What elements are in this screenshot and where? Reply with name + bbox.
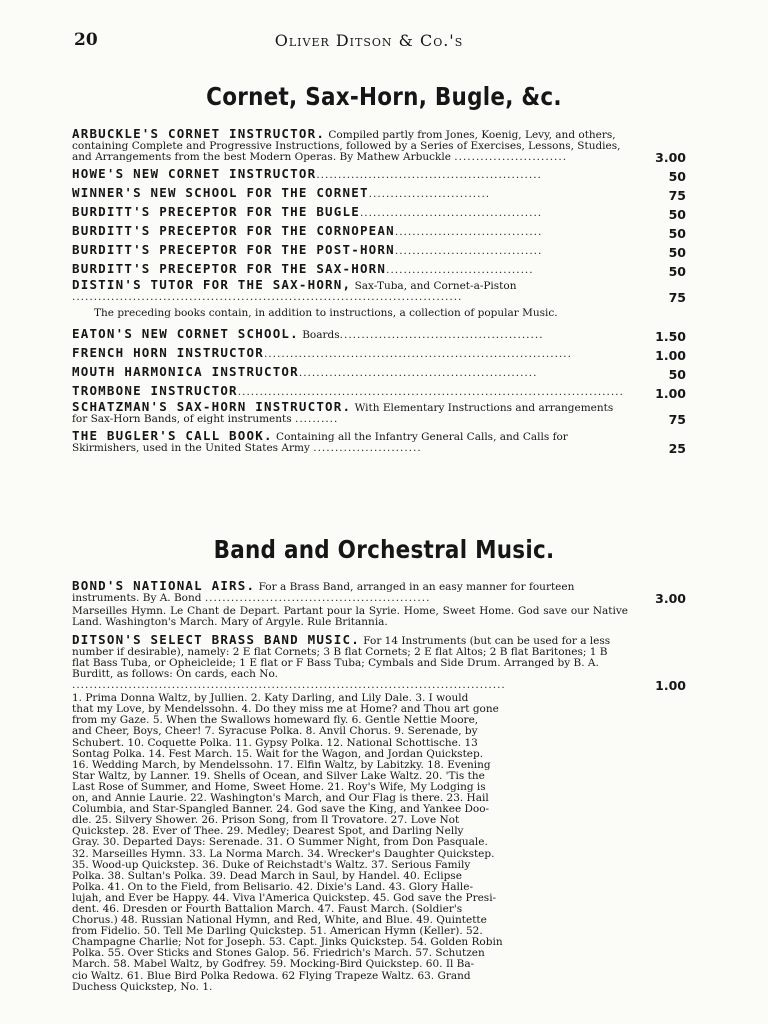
contents-line: 1. Prima Donna Waltz, by Jullien. 2. Katy Darling, and Lily Dale. 3. I would: [72, 692, 469, 705]
entry-title: DISTIN'S TUTOR FOR THE SAX-HORN,: [72, 277, 352, 292]
entry-price: 50: [668, 169, 686, 184]
dot-leader: ..................................: [386, 264, 534, 276]
entry-description: For a Brass Band, arranged in an easy manner for fourteen instruments. By A. Bond: [72, 581, 575, 604]
contents-line: Last Rose of Summer, and Home, Sweet Home. 21. Roy's Wife, My Lodging is: [72, 780, 486, 793]
entry-price: 75: [668, 412, 686, 427]
contents-line: from my Gaze. 5. When the Swallows homeward fly. 6. Gentle Nettie Moore,: [72, 714, 479, 727]
dot-leader: ...............................................: [339, 329, 544, 341]
entry-title: ARBUCKLE'S CORNET INSTRUCTOR.: [72, 126, 326, 141]
entry-title: BURDITT'S PRECEPTOR FOR THE BUGLE: [72, 204, 360, 219]
catalog-entry: [72, 401, 690, 427]
entry-title: THE BUGLER'S CALL BOOK.: [72, 428, 273, 443]
entry-title: BURDITT'S PRECEPTOR FOR THE SAX-HORN: [72, 261, 387, 276]
catalog-entry: [72, 279, 690, 305]
catalog-entry: [72, 184, 690, 203]
cornet-entries: [72, 128, 690, 456]
entry-price: 1.00: [655, 386, 686, 401]
page-header: [74, 30, 664, 52]
entry-title: DITSON'S SELECT BRASS BAND MUSIC.: [72, 632, 360, 648]
contents-line: Gray. 30. Departed Days: Serenade. 31. O Summer Night, from Don Pasquale.: [72, 836, 488, 849]
dot-leader: .........................: [313, 442, 422, 454]
dot-leader: ....................................................: [204, 592, 431, 604]
entry-price: 75: [668, 188, 686, 203]
contents-line: that my Love, by Mendelssohn. 4. Do they miss me at Home? and Thou art gone: [72, 703, 499, 716]
contents-line: 32. Marseilles Hymn. 33. La Norma March. 34. Wrecker's Daughter Quickstep.: [72, 847, 495, 860]
contents-line: dent. 46. Dresden or Fourth Battalion March. 47. Faust March. (Soldier's: [72, 902, 463, 915]
catalog-entry: [72, 203, 690, 222]
entry-title: MOUTH HARMONICA INSTRUCTOR: [72, 364, 299, 379]
catalog-entry: [72, 241, 690, 260]
contents-line: lujah, and Ever be Happy. 44. Viva l'America Quickstep. 45. God save the Presi-: [72, 891, 497, 904]
catalog-entry: [72, 128, 690, 165]
contents-line: Chorus.) 48. Russian National Hymn, and Red, White, and Blue. 49. Quintette: [72, 914, 487, 927]
dot-leader: ..................................: [394, 245, 543, 257]
entry-price: 1.50: [655, 329, 686, 344]
entry-price: 50: [668, 367, 686, 382]
contents-line: 35. Wood-up Quickstep. 36. Duke of Reichstadt's Waltz. 37. Serious Family: [72, 858, 471, 871]
catalog-entry: [72, 363, 690, 382]
page-number: 20: [74, 30, 98, 50]
dot-leader: ..........................................................................................: [72, 291, 463, 303]
entry-price: 3.00: [655, 150, 686, 165]
contents-line: Polka. 41. On to the Field, from Belisario. 42. Dixie's Land. 43. Glory Halle-: [72, 880, 473, 893]
entry-title: BURDITT'S PRECEPTOR FOR THE CORNOPEAN: [72, 223, 395, 238]
dot-leader: ..........................................: [359, 207, 543, 219]
contents-line: and Cheer, Boys, Cheer! 7. Syracuse Polka. 8. Anvil Chorus. 9. Serenade, by: [72, 725, 478, 738]
band-entries: [72, 580, 690, 993]
entry-description: Boards: [302, 329, 340, 341]
entry-contents: [72, 693, 628, 993]
entry-price: 50: [668, 207, 686, 222]
dot-leader: ....................................................................................................: [72, 679, 506, 692]
entry-title: EATON'S NEW CORNET SCHOOL.: [72, 326, 299, 341]
contents-line: Duchess Quickstep, No. 1.: [72, 980, 213, 993]
entry-title: HOWE'S NEW CORNET INSTRUCTOR: [72, 166, 317, 181]
contents-line: Champagne Charlie; Not for Joseph. 53. Capt. Jinks Quickstep. 54. Golden Robin: [72, 936, 503, 949]
section-note: The preceding books contain, in addition to instructions, a collection of popular Music.: [94, 307, 558, 319]
contents-line: Quickstep. 28. Ever of Thee. 29. Medley; Dearest Spot, and Darling Nelly: [72, 825, 464, 838]
dot-leader: .......................................................: [298, 367, 538, 379]
dot-leader: ............................: [368, 188, 491, 200]
entry-price: 50: [668, 226, 686, 241]
contents-line: on, and Annie Laurie. 22. Washington's March, and Our Flag is there. 23. Hail: [72, 792, 489, 805]
entry-price: 50: [668, 264, 686, 279]
entry-price: 75: [668, 290, 686, 305]
contents-line: Star Waltz, by Lanner. 19. Shells of Ocean, and Silver Lake Waltz. 20. 'Tis the: [72, 769, 485, 782]
entry-title: TROMBONE INSTRUCTOR: [72, 383, 238, 398]
entry-title: SCHATZMAN'S SAX-HORN INSTRUCTOR.: [72, 399, 352, 414]
entry-title: WINNER'S NEW SCHOOL FOR THE CORNET: [72, 185, 369, 200]
entry-price: 1.00: [655, 348, 686, 363]
catalog-entry-bonds: [72, 580, 690, 606]
contents-line: Polka. 38. Sultan's Polka. 39. Dead March in Saul, by Handel. 40. Eclipse: [72, 869, 462, 882]
catalog-entry: [72, 165, 690, 184]
contents-line: Sontag Polka. 14. Fest March. 15. Wait for the Wagon, and Jordan Quickstep.: [72, 747, 484, 760]
catalog-entry: [72, 222, 690, 241]
entry-title: FRENCH HORN INSTRUCTOR: [72, 345, 264, 360]
dot-leader: ..................................: [394, 226, 543, 238]
section-title-band: Band and Orchestral Music.: [213, 535, 555, 564]
entry-title: BOND'S NATIONAL AIRS.: [72, 578, 256, 593]
entry-price: 50: [668, 245, 686, 260]
dot-leader: .........................................................................................: [237, 386, 624, 398]
entry-description: Sax-Tuba, and Cornet-a-Piston: [354, 280, 517, 292]
section-title-cornet: Cornet, Sax-Horn, Bugle, &c.: [206, 82, 562, 111]
entry-description: Compiled partly from Jones, Koenig, Levy, and others, containing Complete and Progressive Instructions, followed by a Series of Exercises, Lessons, Studies, and Arrangements from the best Modern Operas. By Mathew Arbuckle: [72, 129, 621, 163]
dot-leader: .......................................................................: [263, 348, 572, 360]
contents-line: cio Waltz. 61. Blue Bird Polka Redowa. 62 Flying Trapeze Waltz. 63. Grand: [72, 969, 471, 982]
contents-line: dle. 25. Silvery Shower. 26. Prison Song, from Il Trovatore. 27. Love Not: [72, 814, 460, 827]
contents-line: from Fidelio. 50. Tell Me Darling Quickstep. 51. American Hymn (Keller). 52.: [72, 925, 483, 938]
entry-description: Containing all the Infantry General Calls, and Calls for Skirmishers, used in the United States Army: [72, 431, 568, 454]
contents-line: Columbia, and Star-Spangled Banner. 24. God save the King, and Yankee Doo-: [72, 803, 490, 816]
contents-line: Polka. 55. Over Sticks and Stones Galop. 56. Friedrich's March. 57. Schutzen: [72, 947, 485, 960]
entry-title: BURDITT'S PRECEPTOR FOR THE POST-HORN: [72, 242, 395, 257]
entry-description: With Elementary Instructions and arrangements for Sax-Horn Bands, of eight instruments: [72, 402, 614, 425]
catalog-entry: [72, 430, 690, 456]
catalog-entry: [72, 344, 690, 363]
publisher-running-head: Oliver Ditson & Co.'s: [274, 31, 464, 50]
contents-line: Schubert. 10. Coquette Polka. 11. Gypsy Polka. 12. National Schottische. 13: [72, 736, 478, 749]
entry-price: 1.00: [655, 678, 686, 694]
entry-price: 3.00: [655, 591, 686, 606]
entry-description: For 14 Instruments (but can be used for a less number if desirable), namely: 2 E flat Cornets; 3 B flat Cornets; 2 E flat Altos; 2 B flat Baritones; 1 B flat Bass Tuba, or Opheicleide; 1 E flat or F Bass Tuba; Cymbals and Side Drum. Arranged by B. A. Burditt, as follows: On cards, each No.: [72, 635, 611, 681]
catalog-entry-ditsons: [72, 634, 690, 693]
entry-contents: Marseilles Hymn. Le Chant de Depart. Partant pour la Syrie. Home, Sweet Home. God save our Native Land. Washington's March. Mary of Argyle. Rule Britannia.: [72, 605, 628, 629]
entry-price: 25: [668, 441, 686, 456]
catalog-entry: [72, 325, 690, 344]
dot-leader: ..........: [294, 413, 339, 425]
contents-line: March. 58. Mabel Waltz, by Godfrey. 59. Mocking-Bird Quickstep. 60. Il Ba-: [72, 958, 475, 971]
dot-leader: ..........................: [454, 151, 568, 163]
contents-line: 16. Wedding March, by Mendelssohn. 17. Elfin Waltz, by Labitzky. 18. Evening: [72, 758, 491, 771]
dot-leader: ....................................................: [316, 169, 542, 181]
